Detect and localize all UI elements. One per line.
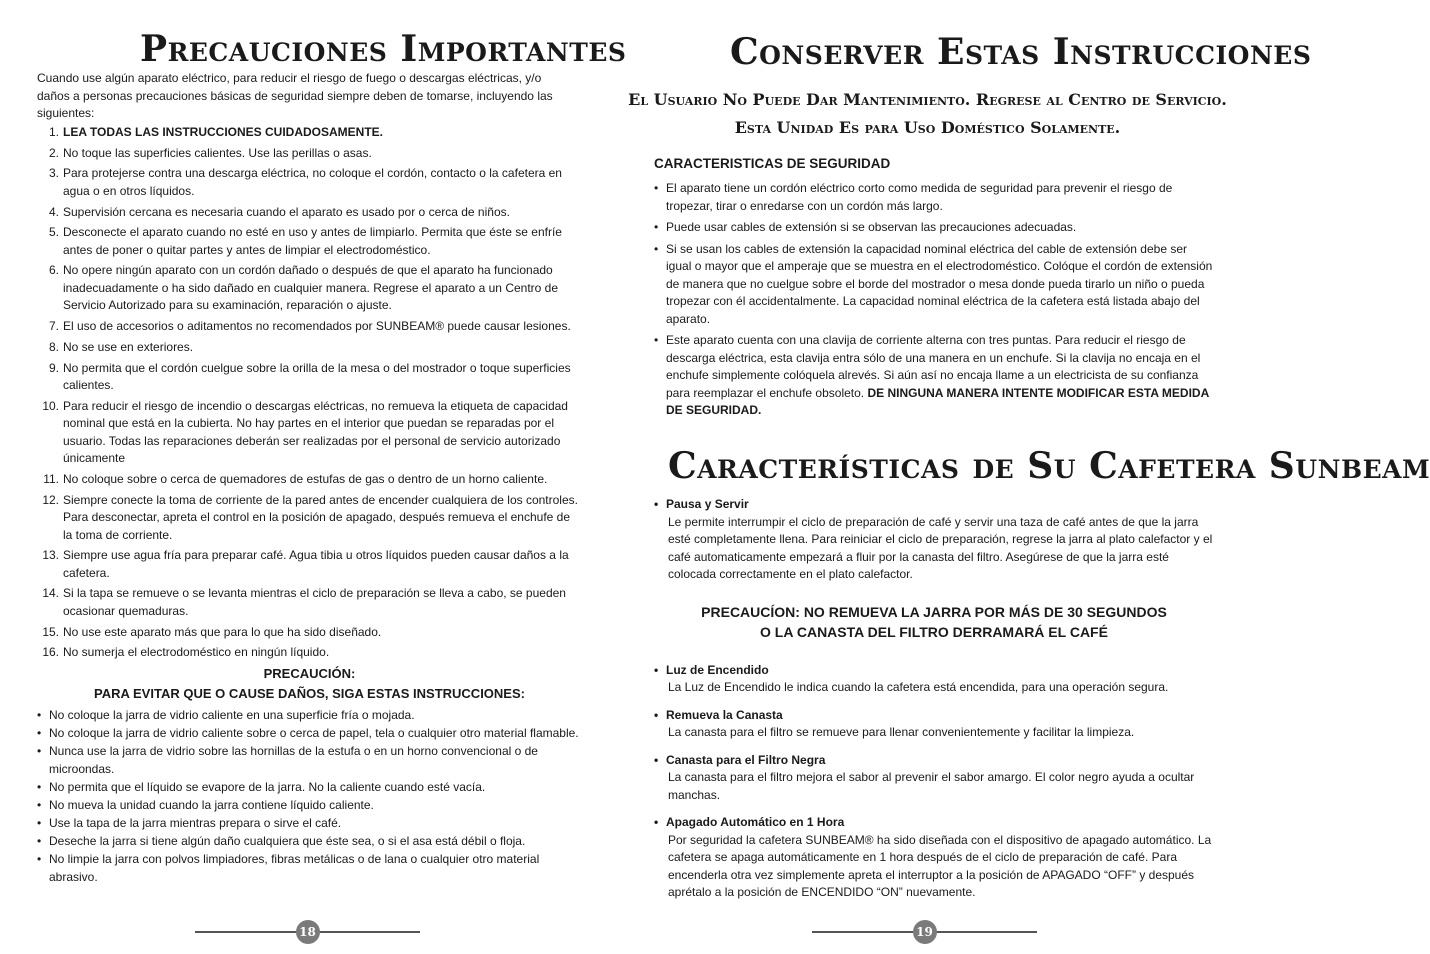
feature-body: Por seguridad la cafetera SUNBEAM® ha sido diseñada con el dispositivo de apagado automático. La cafetera se apaga automáticamente en 1 hora después de el ciclo de preparación de café. Para encenderla otra vez simplemente apreta el interruptor a la posición de APAGADO “OFF” y después aprétalo a la posición de ENCENDIDO “ON” nuevamente. (668, 832, 1212, 899)
list-item: • No coloque la jarra de vidrio caliente en una superficie fría o mojada. (37, 708, 415, 722)
features-list (654, 496, 1214, 912)
page-title-conserver: Conserver Estas Instrucciones (730, 31, 1312, 73)
safety-warning-bold: DE NINGUNA MANERA INTENTE MODIFICAR ESTA MEDIDA DE SEGURIDAD. (666, 385, 1209, 417)
feature-luz: • Luz de Encendido La Luz de Encendido le indica cuando la cafetera está encendida, para una operación segura. (654, 662, 1214, 697)
list-item: • Nunca use la jarra de vidrio sobre las hornillas de la estufa o en un horno convencional o de microondas. (37, 744, 538, 776)
list-item: • Use la tapa de la jarra mientras prepara o sirve el café. (37, 815, 342, 830)
list-item: 9. No permita que el cordón cuelgue sobre la orilla de la mesa o del mostrador o toque superficies calientes. (48, 360, 571, 392)
feature-body: La canasta para el filtro se remueve para llenar convenientemente y facilitar la limpieza. (668, 725, 1135, 739)
list-item: 2. No toque las superficies calientes. Use las perillas o asas. (48, 145, 372, 160)
feature-title: Apagado Automático en 1 Hora (666, 815, 845, 829)
list-item: 10. Para reducir el riesgo de incendio o descargas eléctricas, no remueva la etiqueta de capacidad nominal que está en la cubierta. No hay partes en el interior que puedan se reparadas por el usuario. Todas las reparaciones deberán ser realizadas por el personal de servicio autorizado únicamente (42, 398, 568, 466)
list-item: 3. Para protejerse contra una descarga eléctrica, no coloque el cordón, contacto o la cafetera en agua o en otros líquidos. (48, 166, 562, 198)
list-item: 7. El uso de accesorios o aditamentos no recomendados por SUNBEAM® puede causar lesiones. (48, 319, 571, 334)
list-item: 5. Desconecte el aparato cuando no esté en uso y antes de limpiarlo. Permita que éste se enfríe antes de poner o quitar partes y antes de limpiar el electrodoméstico. (48, 225, 562, 257)
service-notice-line1: El Usuario No Puede Dar Mantenimiento. Regrese al Centro de Servicio. (628, 90, 1227, 109)
list-item: • No mueva la unidad cuando la jarra contiene líquido caliente. (37, 797, 374, 812)
feature-apagado: • Apagado Automático en 1 Hora Por seguridad la cafetera SUNBEAM® ha sido diseñada con el dispositivo de apagado automático. La cafetera se apaga automáticamente en 1 hora después de el ciclo de preparación de café. Para encenderla otra vez simplemente apreta el interruptor a la posición de APAGADO “OFF” y después aprétalo a la posición de ENCENDIDO “ON” nuevamente. (654, 814, 1214, 902)
caution-bullet-list (37, 707, 582, 887)
list-item: 16. No sumerja el electrodoméstico en ningún líquido. (42, 645, 330, 660)
intro-paragraph: Cuando use algún aparato eléctrico, para reducir el riesgo de fuego o descargas eléctricas, y/o daños a personas precauciones básicas de seguridad siempre deben de tomarse, incluyendo las siguientes: (37, 71, 553, 120)
list-item: 15. No use este aparato más que para lo que ha sido diseñado. (42, 624, 382, 639)
feature-body: Le permite interrumpir el ciclo de preparación de café y servir una taza de café antes de que la jarra esté completamente llena. Para reiniciar el ciclo de preparación, regrese la jarra al plato calefactor y el café automaticamente empezará a fluir por la canasta del filtro. Asegúrese de que la jarra esté colocada correctamente en el plato calefactor. (668, 514, 1213, 581)
features-title: Características de Su Cafetera Sunbeam (668, 445, 1430, 487)
caution-heading (37, 664, 582, 703)
list-item: • Puede usar cables de extensión si se observan las precauciones adecuadas. (654, 220, 1077, 234)
feature-title: Luz de Encendido (666, 662, 769, 677)
list-item: • Este aparato cuenta con una clavija de corriente alterna con tres puntas. Para reducir el riesgo de descarga eléctrica, esta clavija entra sólo de una manera en un enchufe. Si la clavija no encaja en el enchufe simplemente colóquela alrevés. Si aún así no encaja llame a un electricista de su confianza para reemplazar el enchufe obsoleto. DE NINGUNA MANERA INTENTE MODIFICAR ESTA MEDIDA DE SEGURIDAD. (654, 333, 1209, 417)
safety-heading: CARACTERISTICAS DE SEGURIDAD (654, 156, 891, 171)
page-title-precauciones: Precauciones Importantes (140, 28, 627, 70)
list-item: 11. No coloque sobre o cerca de quemadores de estufas de gas o dentro de un horno caliente. (43, 471, 548, 486)
feature-title: Pausa y Servir (666, 497, 749, 511)
feature-title: Canasta para el Filtro Negra (666, 752, 826, 767)
feature-filtro: • Canasta para el Filtro Negra La canasta para el filtro mejora el sabor al prevenir el sabor amargo. El color negro ayuda a ocultar manchas. (654, 752, 1214, 805)
list-item: • No limpie la jarra con polvos limpiadores, fibras metálicas o de lana o cualquier otro material abrasivo. (37, 852, 540, 884)
page-number: 18 (296, 920, 320, 944)
list-item: • No permita que el líquido se evapore de la jarra. No la caliente cuando esté vacía. (37, 779, 486, 794)
list-item: 1. LEA TODAS LAS INSTRUCCIONES CUIDADOSAMENTE. (48, 125, 384, 139)
list-item: 12. Siempre conecte la toma de corriente de la pared antes de encender cualquiera de los controles. Para desconectar, apreta el control en la posición de apagado, después remueva el enchufe de la toma de corriente. (42, 492, 578, 542)
feature-canasta: • Remueva la Canasta La canasta para el filtro se remueve para llenar convenientemente y facilitar la limpieza. (654, 707, 1214, 742)
list-item: • El aparato tiene un cordón eléctrico corto como medida de seguridad para prevenir el riesgo de tropezar, tirar o enredarse con un cordón más largo. (654, 181, 1173, 213)
feature-body: La canasta para el filtro mejora el sabor al prevenir el sabor amargo. El color negro ayuda a ocultar manchas. (668, 770, 1195, 802)
list-item: • No coloque la jarra de vidrio caliente sobre o cerca de papel, tela o cualquier otro material flamable. (37, 726, 579, 741)
feature-title: Remueva la Canasta (666, 707, 783, 722)
list-item: 8. No se use en exteriores. (48, 339, 194, 354)
page-footer (195, 920, 420, 944)
caution-jarra: PRECAUCÍON: NO REMUEVA LA JARRA POR MÁS DE 30 SEGUNDOS O LA CANASTA DEL FILTRO DERRAMARÁ EL CAFÉ (701, 603, 1167, 640)
feature-pausa: • Pausa y Servir Le permite interrumpir el ciclo de preparación de café y servir una taza de café antes de que la jarra esté completamente llena. Para reiniciar el ciclo de preparación, regrese la jarra al plato calefactor y el café automaticamente empezará a fluir por la canasta del filtro. Asegúrese de que la jarra esté colocada correctamente en el plato calefactor. (654, 496, 1214, 584)
list-item: 6. No opere ningún aparato con un cordón dañado o después de que el aparato ha funcionado inadecuadamente o ha sido dañado en cualquier manera. Regrese el aparato a un Centro de Servicio Autorizado para su examinación, reparación o ajuste. (48, 263, 559, 313)
feature-body: La Luz de Encendido le indica cuando la cafetera está encendida, para una operación segura. (668, 680, 1169, 694)
list-item: 13. Siempre use agua fría para preparar café. Agua tibia u otros líquidos pueden causar daños a la cafetera. (42, 548, 569, 580)
page-number: 19 (913, 920, 937, 944)
caution-heading-line1: PRECAUCIÓN: (263, 666, 356, 681)
service-notice-line2: Esta Unidad Es para Uso Doméstico Solamente. (734, 118, 1121, 137)
left-page (0, 0, 627, 954)
list-item: 14. Si la tapa se remueve o se levanta mientras el ciclo de preparación se lleva a cabo, se pueden ocasionar quemaduras. (42, 586, 566, 618)
numbered-precautions-list (37, 124, 582, 665)
list-item: • Deseche la jarra si tiene algún daño cualquiera que éste sea, o si el asa está débil o floja. (37, 834, 526, 849)
list-item: • Si se usan los cables de extensión la capacidad nominal eléctrica del cable de extensión debe ser igual o mayor que el amperaje que se muestra en el electrodoméstico. Colóque el cordón de extensión de manera que no cuelgue sobre el borde del mostrador o mesa donde pueda tirarlo un niño o pueda tropezar con él accidentalmente. La capacidad nominal eléctrica de la cafetera está listada abajo del aparato. (654, 241, 1213, 326)
right-page (620, 0, 1430, 954)
safety-bullet-list (654, 180, 1214, 424)
page-footer (812, 920, 1037, 944)
service-notice (620, 86, 1235, 142)
list-item: 4. Supervisión cercana es necesaria cuando el aparato es usado por o cerca de niños. (48, 204, 510, 219)
caution-heading-line2: PARA EVITAR QUE O CAUSE DAÑOS, SIGA ESTAS INSTRUCCIONES: (94, 685, 525, 701)
